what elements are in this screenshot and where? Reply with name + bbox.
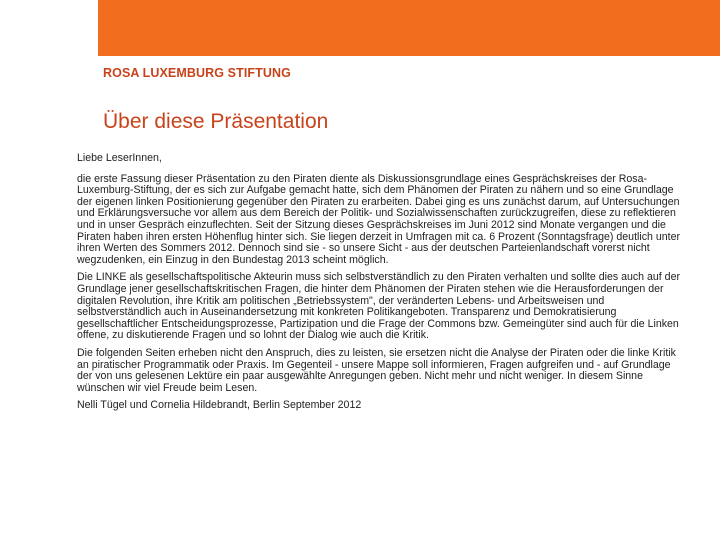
body-text <box>77 153 681 418</box>
header-accent-bar <box>98 0 720 56</box>
signature: Nelli Tügel und Cornelia Hildebrandt, Berlin September 2012 <box>77 399 362 412</box>
page-title: Über diese Präsentation <box>103 110 329 133</box>
paragraph-3: Die folgenden Seiten erheben nicht den Anspruch, dies zu leisten, sie ersetzen nicht die Analyse der Piraten oder die linke Kritik an piratischer Programmatik oder Praxis. Im Gegenteil - unsere Mappe soll informieren, Fragen aufgreifen und - auf Grundlage der von uns gelesenen Lektüre ein paar ausgewählte Anregungen geben. Nicht mehr und nicht weniger. In diesem Sinne wünschen wir viel Freude beim Lesen. <box>77 346 676 394</box>
greeting: Liebe LeserInnen, <box>77 152 162 164</box>
paragraph-1: die erste Fassung dieser Präsentation zu den Piraten diente als Diskussionsgrundlage eines Gesprächskreises der Rosa-Luxemburg-Stiftung, der es sich zur Aufgabe gemacht hatte, sich dem Phänomen der Piraten zu nähern und so eine Grundlage der eigenen linken Positionierung gegenüber den Piraten zu erarbeiten. Dabei ging es uns zunächst darum, auf Untersuchungen und Erklärungsversuche vor allem aus dem Bereich der Politik- und Sozialwissenschaften zurückzugreifen, diese zu reflektieren und in unser Gespräch einzuflechten. Seit der Sitzung dieses Gesprächskreises im Juni 2012 sind Monate vergangen und die Piraten haben ihren ersten Höhenflug hinter sich. Sie liegen derzeit in Umfragen mit ca. 6 Prozent (Sonntagsfrage) deutlich unter ihren Werten des Sommers 2012. Dennoch sind sie - so unsere Sicht - aus der deutschen Parteienlandschaft vorerst nicht wegzudenken, ein Einzug in den Bundestag 2013 scheint möglich. <box>77 172 681 266</box>
brand-name: ROSA LUXEMBURG STIFTUNG <box>103 66 291 80</box>
paragraph-2: Die LINKE als gesellschaftspolitische Akteurin muss sich selbstverständlich zu den Piraten verhalten und sollte dies auch auf der Grundlage jener gesellschaftskritischen Fragen, die hinter dem Phänomen der Piraten stehen wie die Herausforderungen der digitalen Revolution, ihre Kritik am politischen „Betriebssystem", der veränderten Lebens- und Arbeitsweisen und selbstverständlich auch in Auseinandersetzung mit konkreten Politikangeboten. Transparenz und Demokratisierung gesellschaftlicher Entscheidungsprozesse, Partizipation und die Frage der Commons bzw. Gemeingüter sind auch für die Linken offene, zu diskutierende Fragen und so lohnt der Dialog wie auch die Kritik. <box>77 271 680 342</box>
